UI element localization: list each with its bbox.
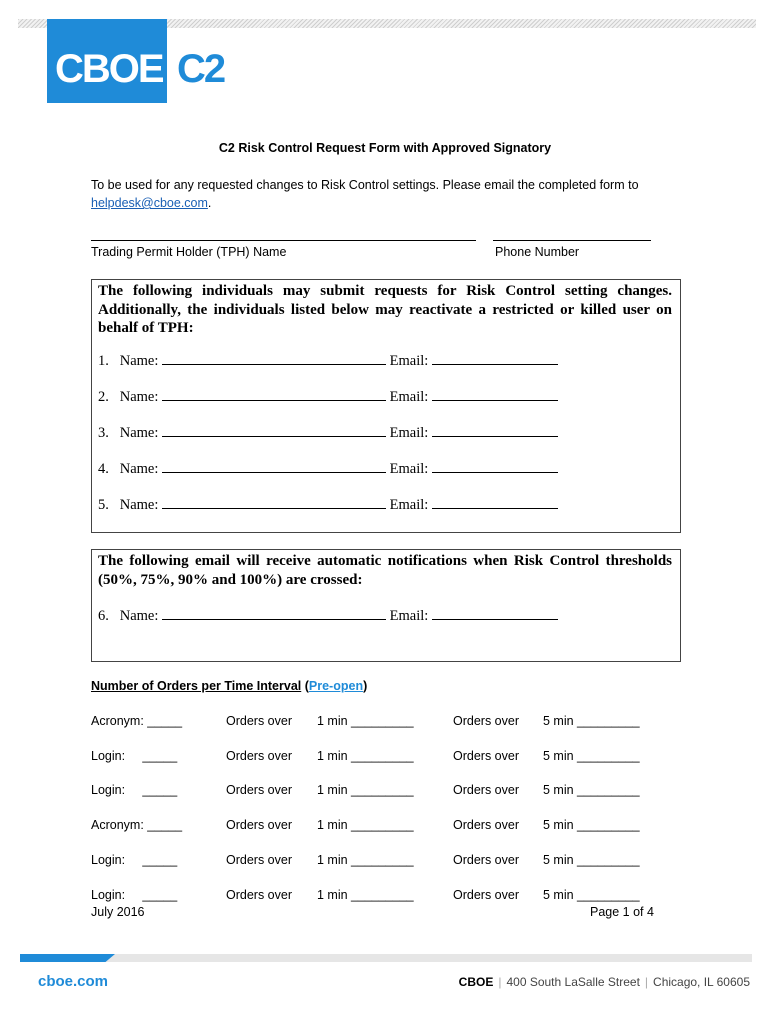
notification-email-field[interactable] [432,607,558,620]
orders-cell-int1[interactable]: 1 min _________ [317,714,414,728]
entry-email-label: Email: [389,353,429,369]
orders-cell-int2[interactable]: 5 min _________ [543,748,640,763]
phone-field[interactable] [493,240,651,241]
entry-email-label: Email: [389,608,429,624]
footer-accent [20,954,115,962]
preopen-label: Pre-open [308,679,364,693]
orders-cell-label[interactable]: Acronym: _____ [91,714,183,728]
entry-email-label: Email: [389,497,429,513]
name-field[interactable] [162,352,386,365]
c2-logo-text: C2 [177,47,225,91]
orders-cell-label[interactable]: Login: _____ [91,887,178,902]
orders-section-heading [91,679,367,693]
footer-site-link[interactable]: cboe.com [38,973,109,990]
orders-cell-label[interactable]: Login: _____ [91,783,178,798]
form-date: July 2016 [91,905,145,919]
name-field[interactable] [162,460,386,473]
email-field[interactable] [432,496,558,509]
tph-name-field[interactable] [91,240,476,241]
intro-period: . [207,196,212,210]
authorized-entry [98,388,558,406]
orders-cell-orders2: Orders over [453,887,519,902]
form-title: C2 Risk Control Request Form with Approved Signatory [218,141,552,155]
entry-number: 2. [98,389,109,405]
email-field[interactable] [432,352,558,365]
orders-cell-orders1: Orders over [226,748,292,763]
footer-street: 400 South LaSalle Street [506,975,640,989]
orders-cell-orders1: Orders over [226,887,292,902]
authorized-entry [98,424,558,442]
authorized-individuals-box [91,279,681,533]
box1-heading: The following individuals may submit requests for Risk Control setting changes. Additionally, the individuals listed below may reactivate a restricted or killed user on behalf of TPH: [98,283,672,336]
footer-cboe: CBOE [458,975,494,989]
authorized-entry [98,352,558,370]
footer-sep-1: | [498,975,502,989]
authorized-entry [98,496,558,514]
orders-cell-int1[interactable]: 1 min _________ [317,887,414,902]
name-field[interactable] [162,424,386,437]
tph-name-label: Trading Permit Holder (TPH) Name [91,245,287,259]
email-field[interactable] [432,388,558,401]
email-field[interactable] [432,424,558,437]
entry-email-label: Email: [389,389,429,405]
entry-number: 1. [98,353,109,369]
orders-cell-int2[interactable]: 5 min _________ [543,887,640,902]
footer-bar [20,954,752,962]
orders-cell-int1[interactable]: 1 min _________ [317,783,414,798]
entry-number: 6. [98,608,109,624]
email-field[interactable] [432,460,558,473]
orders-cell-int2[interactable]: 5 min _________ [543,714,640,728]
entry-email-label: Email: [389,425,429,441]
entry-name-label: Name: [119,497,159,513]
name-field[interactable] [162,496,386,509]
entry-name-label: Name: [119,425,159,441]
footer-address [459,975,750,989]
orders-cell-orders2: Orders over [453,783,519,798]
entry-name-label: Name: [119,608,159,624]
orders-cell-orders2: Orders over [453,714,519,728]
orders-cell-label[interactable]: Login: _____ [91,748,178,763]
footer-sep-2: | [644,975,649,989]
paren-close: ) [363,679,368,693]
orders-cell-int1[interactable]: 1 min _________ [317,818,414,833]
orders-heading-text: Number of Orders per Time Interval [91,679,302,693]
box2-heading: The following email will receive automatic notifications when Risk Control thresholds (50%, 75%, 90% and 100%) are crossed: [98,553,672,588]
orders-cell-label[interactable]: Acronym: _____ [91,818,183,833]
orders-cell-label[interactable]: Login: _____ [91,852,178,867]
intro-text [91,176,671,212]
entry-number: 3. [98,425,109,441]
orders-cell-orders1: Orders over [226,714,292,728]
notification-entry [98,607,558,625]
orders-cell-orders2: Orders over [453,818,519,833]
orders-cell-int1[interactable]: 1 min _________ [317,852,414,867]
entry-number: 4. [98,461,109,477]
helpdesk-email-link[interactable]: helpdesk@cboe.com [91,196,208,210]
phone-label: Phone Number [495,245,580,259]
authorized-entry [98,460,558,478]
entry-name-label: Name: [119,353,159,369]
name-field[interactable] [162,388,386,401]
notification-box [91,549,681,662]
orders-cell-orders2: Orders over [453,748,519,763]
orders-cell-int2[interactable]: 5 min _________ [543,783,640,798]
orders-cell-orders1: Orders over [226,852,292,867]
entry-name-label: Name: [119,389,159,405]
orders-cell-orders2: Orders over [453,852,519,867]
orders-cell-orders1: Orders over [226,818,292,833]
orders-cell-int2[interactable]: 5 min _________ [543,818,640,833]
cboe-logo-text: CBOE [55,47,163,91]
footer-city: Chicago, IL 60605 [653,975,750,989]
entry-email-label: Email: [389,461,429,477]
orders-cell-int2[interactable]: 5 min _________ [543,852,640,867]
orders-cell-int1[interactable]: 1 min _________ [317,748,414,763]
entry-name-label: Name: [119,461,159,477]
notification-name-field[interactable] [162,607,386,620]
page-number: Page 1 of 4 [590,905,654,919]
intro-sentence: To be used for any requested changes to Risk Control settings. Please email the completed form to [91,178,639,192]
paren-open: ( [304,679,309,693]
entry-number: 5. [98,497,109,513]
orders-cell-orders1: Orders over [226,783,292,798]
